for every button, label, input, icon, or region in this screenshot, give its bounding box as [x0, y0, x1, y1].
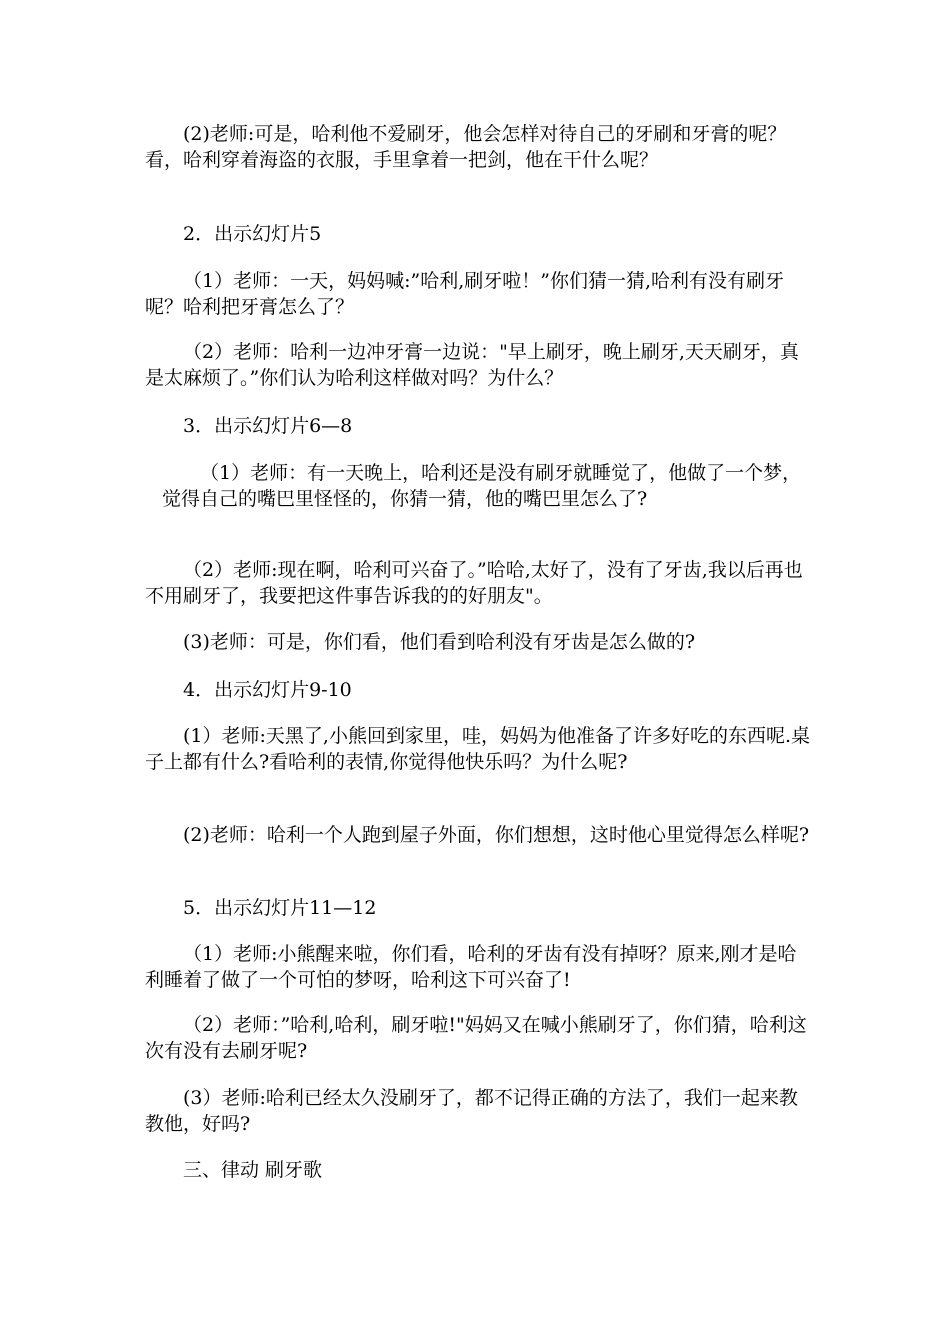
paragraph-4: （2）老师：哈利一边冲牙膏一边说："早上刷牙，晚上刷牙,天天刷牙，真是太麻烦了。”你们认为哈利这样做对吗？为什么？	[145, 341, 799, 389]
paragraph-14: （2）老师：”哈利,哈利，刷牙啦!"妈妈又在喊小熊刷牙了，你们猜，哈利这次有没有去刷牙呢?	[145, 1014, 807, 1062]
section-heading-5: 3．出示幻灯片6—8	[183, 415, 353, 437]
section-heading-12: 5．出示幻灯片11—12	[183, 897, 377, 919]
paragraph-7: （2）老师:现在啊，哈利可兴奋了。”哈哈,太好了，没有了牙齿,我以后再也不用刷牙了，我要把这件事告诉我的的好朋友"。	[145, 559, 803, 607]
paragraph-15: (3）老师:哈利已经太久没刷牙了，都不记得正确的方法了，我们一起来教教他，好吗?	[145, 1087, 798, 1135]
paragraph-3: （1）老师：一天，妈妈喊:”哈利,刷牙啦！”你们猜一猜,哈利有没有刷牙呢？哈利把牙膏怎么了？	[145, 270, 784, 318]
section-heading-2: 2．出示幻灯片5	[183, 223, 322, 245]
paragraph-10: (1）老师:天黑了,小熊回到家里，哇，妈妈为他准备了许多好吃的东西呢.桌子上都有什么?看哈利的表情,你觉得他快乐吗？为什么呢?	[145, 725, 810, 773]
paragraph-6: （1）老师：有一天晚上，哈利还是没有刷牙就睡觉了，他做了一个梦，觉得自己的嘴巴里怪怪的，你猜一猜，他的嘴巴里怎么了?	[162, 462, 802, 510]
section-heading-9: 4．出示幻灯片9-10	[183, 679, 352, 701]
paragraph-8: (3)老师：可是，你们看，他们看到哈利没有牙齿是怎么做的?	[183, 631, 696, 653]
paragraph-11: (2)老师：哈利一个人跑到屋子外面，你们想想，这时他心里觉得怎么样呢?	[183, 824, 810, 846]
paragraph-1: (2)老师:可是，哈利他不爱刷牙，他会怎样对待自己的牙刷和牙膏的呢？看，哈利穿着海盗的衣服，手里拿着一把剑，他在干什么呢？	[145, 123, 787, 171]
section-heading-16: 三、律动 刷牙歌	[183, 1159, 323, 1181]
paragraph-13: （1）老师:小熊醒来啦，你们看，哈利的牙齿有没有掉呀？原来,刚才是哈利睡着了做了一个可怕的梦呀，哈利这下可兴奋了!	[145, 943, 797, 991]
